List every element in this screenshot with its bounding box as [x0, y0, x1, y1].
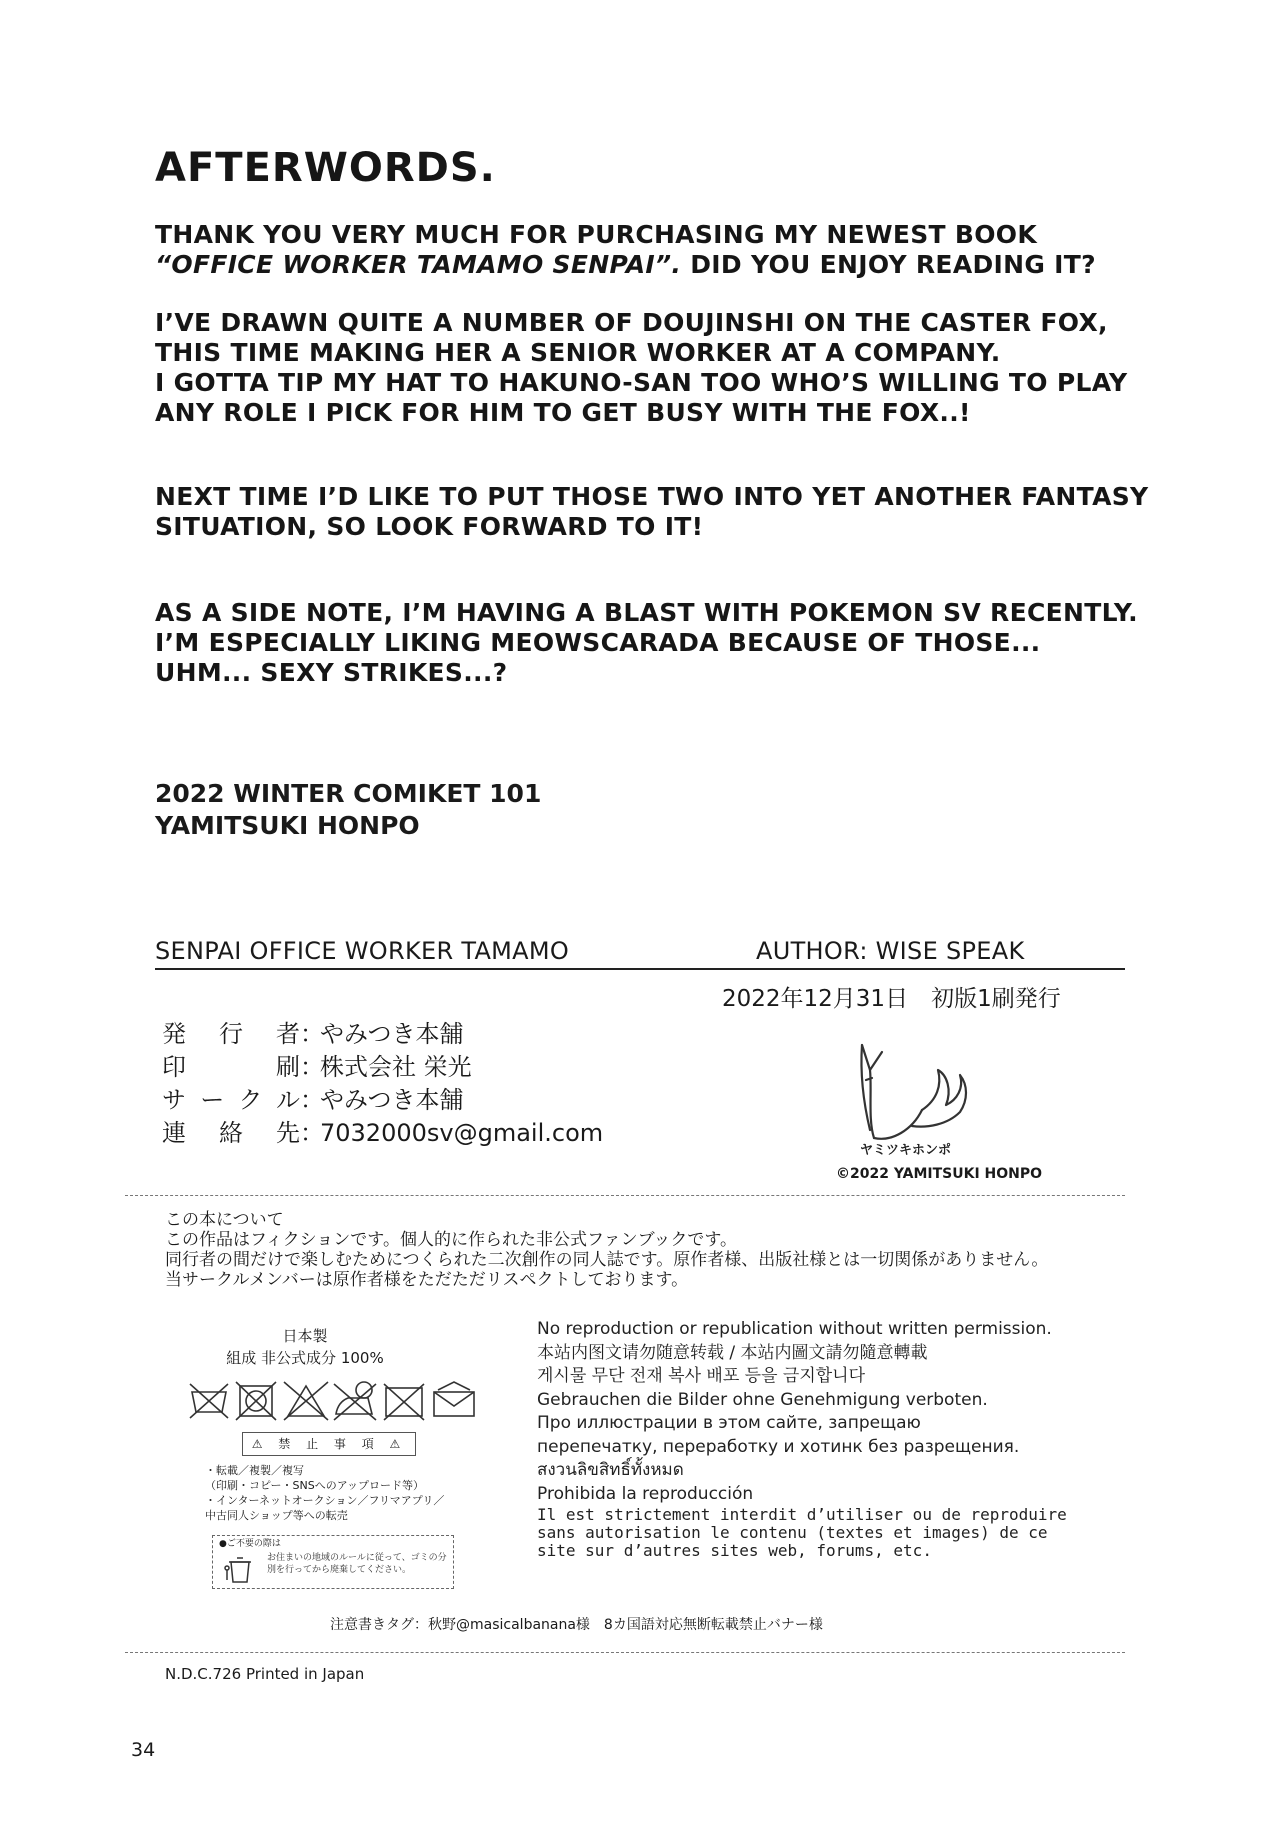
- about-line: この本について: [165, 1210, 284, 1230]
- colophon-label: サークル: [162, 1086, 300, 1114]
- disposal-notice: [212, 1535, 454, 1589]
- notice-line: sans autorisation le contenu (textes et images) de ce: [537, 1523, 1048, 1542]
- made-in-label: [180, 1325, 430, 1369]
- prohibited-header: ⚠ 禁 止 事 項 ⚠: [242, 1432, 416, 1456]
- signature-text: ヤミツキホンポ: [860, 1143, 952, 1158]
- circle-name: YAMITSUKI HONPO: [155, 811, 420, 840]
- colophon-value: 株式会社 栄光: [320, 1053, 472, 1081]
- afterword-line: THANK YOU VERY MUCH FOR PURCHASING MY NEWEST BOOK: [155, 220, 1038, 249]
- afterword-line: [155, 250, 1155, 280]
- ndc-printed-in: N.D.C.726 Printed in Japan: [165, 1665, 365, 1683]
- afterword-paragraph-1: [155, 220, 1155, 280]
- page-number: 34: [131, 1739, 156, 1761]
- notice-line: Prohibida la reproducción: [537, 1483, 754, 1504]
- afterword-line: AS A SIDE NOTE, I’M HAVING A BLAST WITH POKEMON SV RECENTLY.: [155, 598, 1138, 627]
- event-name: 2022 WINTER COMIKET 101: [155, 779, 542, 808]
- credit-book-title: SENPAI OFFICE WORKER TAMAMO: [155, 937, 570, 965]
- notice-line: Il est strictement interdit d’utiliser ou de reproduire: [537, 1505, 1067, 1524]
- afterword-line: UHM... SEXY STRIKES...?: [155, 658, 508, 687]
- afterword-line: NEXT TIME I’D LIKE TO PUT THOSE TWO INTO YET ANOTHER FANTASY: [155, 482, 1149, 511]
- notice-line: Gebrauchen die Bilder ohne Genehmigung verboten.: [537, 1389, 988, 1410]
- publication-date: 2022年12月31日 初版1刷発行: [722, 986, 1061, 1012]
- contact-email: 7032000sv@gmail.com: [320, 1119, 604, 1147]
- colophon-row: 印刷 ： 株式会社 栄光: [162, 1051, 603, 1084]
- prohibited-item: ・インターネットオークション／フリマアプリ／: [205, 1494, 445, 1507]
- afterword-line-tail: DID YOU ENJOY READING IT?: [681, 250, 1096, 279]
- tag-credit: 注意書きタグ：秋野@masicalbanana様 8カ国語対応無断転載禁止バナー様: [330, 1617, 823, 1633]
- notice-line: Про иллюстрации в этом сайте, запрещаю: [537, 1413, 921, 1433]
- copyright: ©2022 YAMITSUKI HONPO: [836, 1166, 1043, 1182]
- afterword-paragraph-3: [155, 482, 1155, 542]
- afterword-line: ANY ROLE I PICK FOR HIM TO GET BUSY WITH THE FOX..!: [155, 398, 971, 427]
- disposal-body: お住まいの地域のルールに従って、ゴミの分別を行ってから廃棄してください。: [267, 1553, 447, 1575]
- afterword-line: SITUATION, SO LOOK FORWARD TO IT!: [155, 512, 704, 541]
- colophon-row: 連絡先 ： 7032000sv@gmail.com: [162, 1117, 603, 1150]
- notice-line: No reproduction or republication without written permission.: [537, 1319, 1052, 1339]
- colophon-row: サークル ： やみつき本舗: [162, 1084, 603, 1117]
- event-signoff: [155, 778, 541, 842]
- afterword-line: I GOTTA TIP MY HAT TO HAKUNO-SAN TOO WHO’S WILLING TO PLAY: [155, 368, 1128, 397]
- colophon-label: 印刷: [162, 1053, 300, 1081]
- about-line: 当サークルメンバーは原作者様をただただリスペクトしております。: [165, 1270, 689, 1290]
- about-line: 同行者の間だけで楽しむためにつくられた二次創作の同人誌です。原作者様、出版社様とは一切関係がありません。: [165, 1250, 1049, 1270]
- notice-line: 本站内图文请勿随意转载 / 本站内圖文請勿隨意轉載: [537, 1342, 928, 1363]
- notice-line: 게시물 무단 전재 복사 배포 등을 금지합니다: [537, 1366, 866, 1386]
- colophon-label: 発行者: [162, 1020, 300, 1048]
- notice-line: site sur d’autres sites web, forums, etc.: [537, 1541, 932, 1560]
- colophon-row: 発行者 ： やみつき本舗: [162, 1018, 603, 1051]
- notice-line: สงวนลิขสิทธิ์ทั้งหมด: [537, 1460, 684, 1480]
- origin: 日本製: [282, 1327, 328, 1345]
- book-title-quote: “OFFICE WORKER TAMAMO SENPAI”.: [155, 250, 682, 279]
- colophon-label: 連絡先: [162, 1119, 300, 1147]
- credit-author: AUTHOR: WISE SPEAK: [756, 937, 1025, 965]
- colophon: [162, 1018, 603, 1150]
- afterword-line: I’VE DRAWN QUITE A NUMBER OF DOUJINSHI ON THE CASTER FOX,: [155, 308, 1108, 337]
- about-line: この作品はフィクションです。個人的に作られた非公式ファンブックです。: [165, 1230, 738, 1250]
- prohibited-item: 中古同人ショップ等への転売: [205, 1509, 348, 1522]
- credit-divider: [155, 968, 1125, 970]
- afterword-title: AFTERWORDS.: [155, 145, 496, 191]
- prohibited-list: [205, 1463, 444, 1523]
- prohibited-item: （印刷・コピー・SNSへのアップロード等）: [205, 1479, 424, 1492]
- afterword-paragraph-4: [155, 598, 1155, 688]
- trash-bin-icon: [223, 1554, 257, 1584]
- colophon-value: やみつき本舗: [320, 1086, 464, 1114]
- disposal-head: ●ご不要の際は: [219, 1539, 281, 1549]
- care-symbols-icon: [188, 1378, 488, 1426]
- prohibited-item: ・転載／複製／複写: [205, 1464, 304, 1477]
- fox-signature-icon: [842, 1030, 992, 1160]
- notice-line: перепечатку, переработку и хотинк без разрещения.: [537, 1436, 1020, 1457]
- no-reproduction-notice: [537, 1318, 1067, 1560]
- afterword-line: THIS TIME MAKING HER A SENIOR WORKER AT A COMPANY.: [155, 338, 1001, 367]
- dashed-divider: [125, 1652, 1125, 1653]
- dashed-divider: [125, 1195, 1125, 1196]
- about-this-book: [165, 1210, 1048, 1290]
- composition: 組成 非公式成分 100%: [226, 1349, 384, 1367]
- colophon-value: やみつき本舗: [320, 1020, 464, 1048]
- afterword-line: I’M ESPECIALLY LIKING MEOWSCARADA BECAUSE OF THOSE...: [155, 628, 1041, 657]
- afterword-paragraph-2: [155, 308, 1155, 428]
